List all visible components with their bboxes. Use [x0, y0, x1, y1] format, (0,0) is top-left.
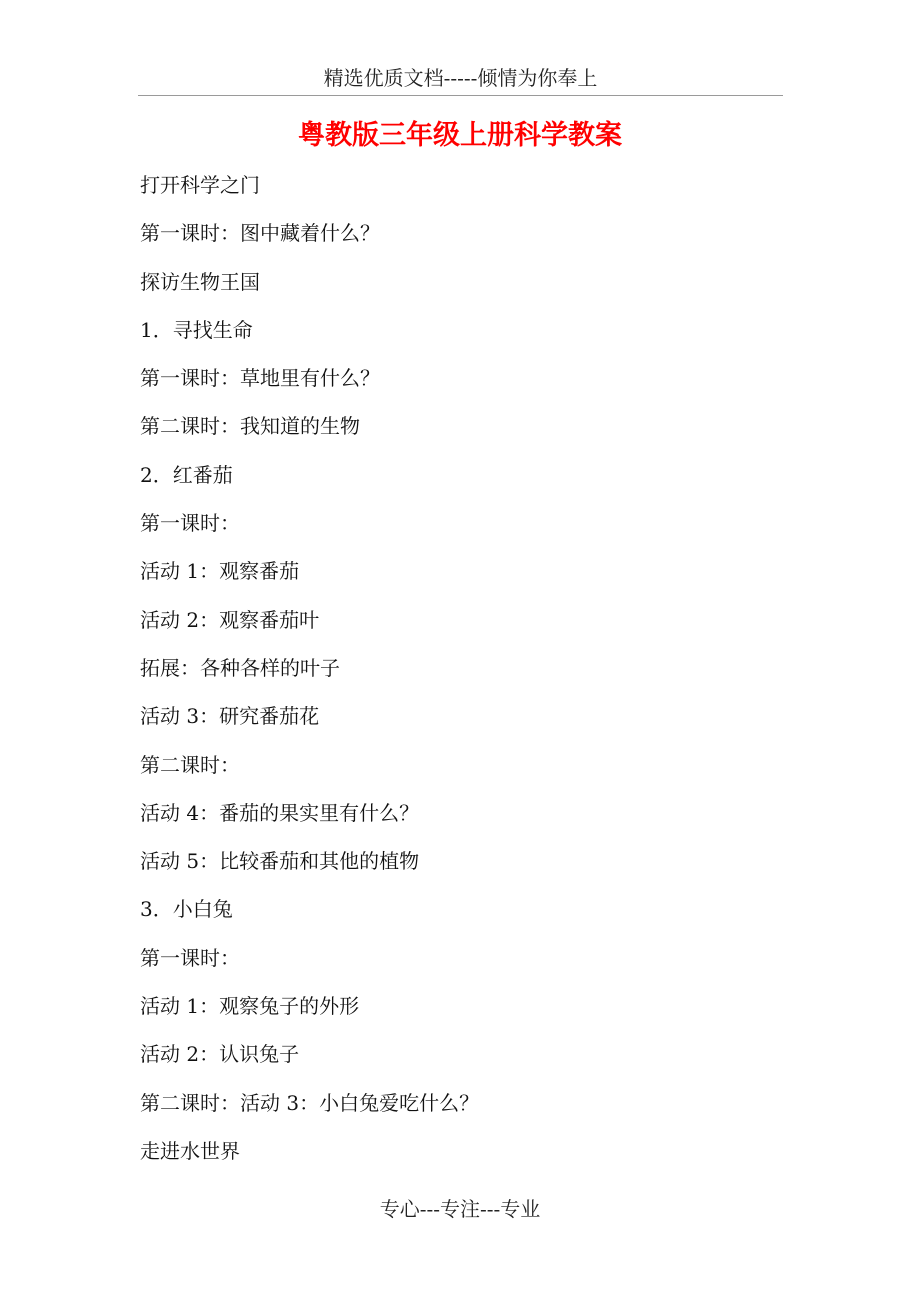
- document-body: [140, 168, 780, 1182]
- body-line: 活动 1：观察兔子的外形: [140, 994, 360, 1019]
- body-line: 2．红番茄: [140, 462, 233, 487]
- body-line: 活动 2：认识兔子: [140, 1042, 300, 1067]
- body-line: 第二课时：我知道的生物: [140, 414, 360, 439]
- body-line: 第二课时：: [140, 752, 240, 777]
- body-line: 3．小白兔: [140, 897, 233, 922]
- footer-text: 专心---专注---专业: [379, 1197, 541, 1221]
- body-line: 活动 3：研究番茄花: [140, 704, 320, 729]
- body-line: 活动 1：观察番茄: [140, 559, 300, 584]
- body-line: 活动 5：比较番茄和其他的植物: [140, 849, 420, 874]
- body-line: 第一课时：图中藏着什么？: [140, 221, 380, 246]
- body-line: 第一课时：: [140, 511, 240, 536]
- body-line: 第一课时：草地里有什么？: [140, 366, 380, 391]
- body-line: 探访生物王国: [140, 269, 260, 294]
- document-title: 粤教版三年级上册科学教案: [298, 120, 622, 151]
- body-line: 第一课时：: [140, 945, 240, 970]
- body-line: 活动 4：番茄的果实里有什么？: [140, 800, 420, 825]
- body-line: 活动 2：观察番茄叶: [140, 607, 320, 632]
- page-header: [138, 62, 783, 96]
- body-line: 1．寻找生命: [140, 317, 253, 342]
- header-text: 精选优质文档-----倾情为你奉上: [323, 66, 598, 90]
- body-line: 第二课时：活动 3：小白兔爱吃什么？: [140, 1090, 480, 1115]
- body-line: 拓展：各种各样的叶子: [140, 655, 340, 680]
- page-footer: [0, 1192, 920, 1226]
- body-line: 走进水世界: [140, 1138, 240, 1163]
- body-line: 打开科学之门: [140, 173, 260, 197]
